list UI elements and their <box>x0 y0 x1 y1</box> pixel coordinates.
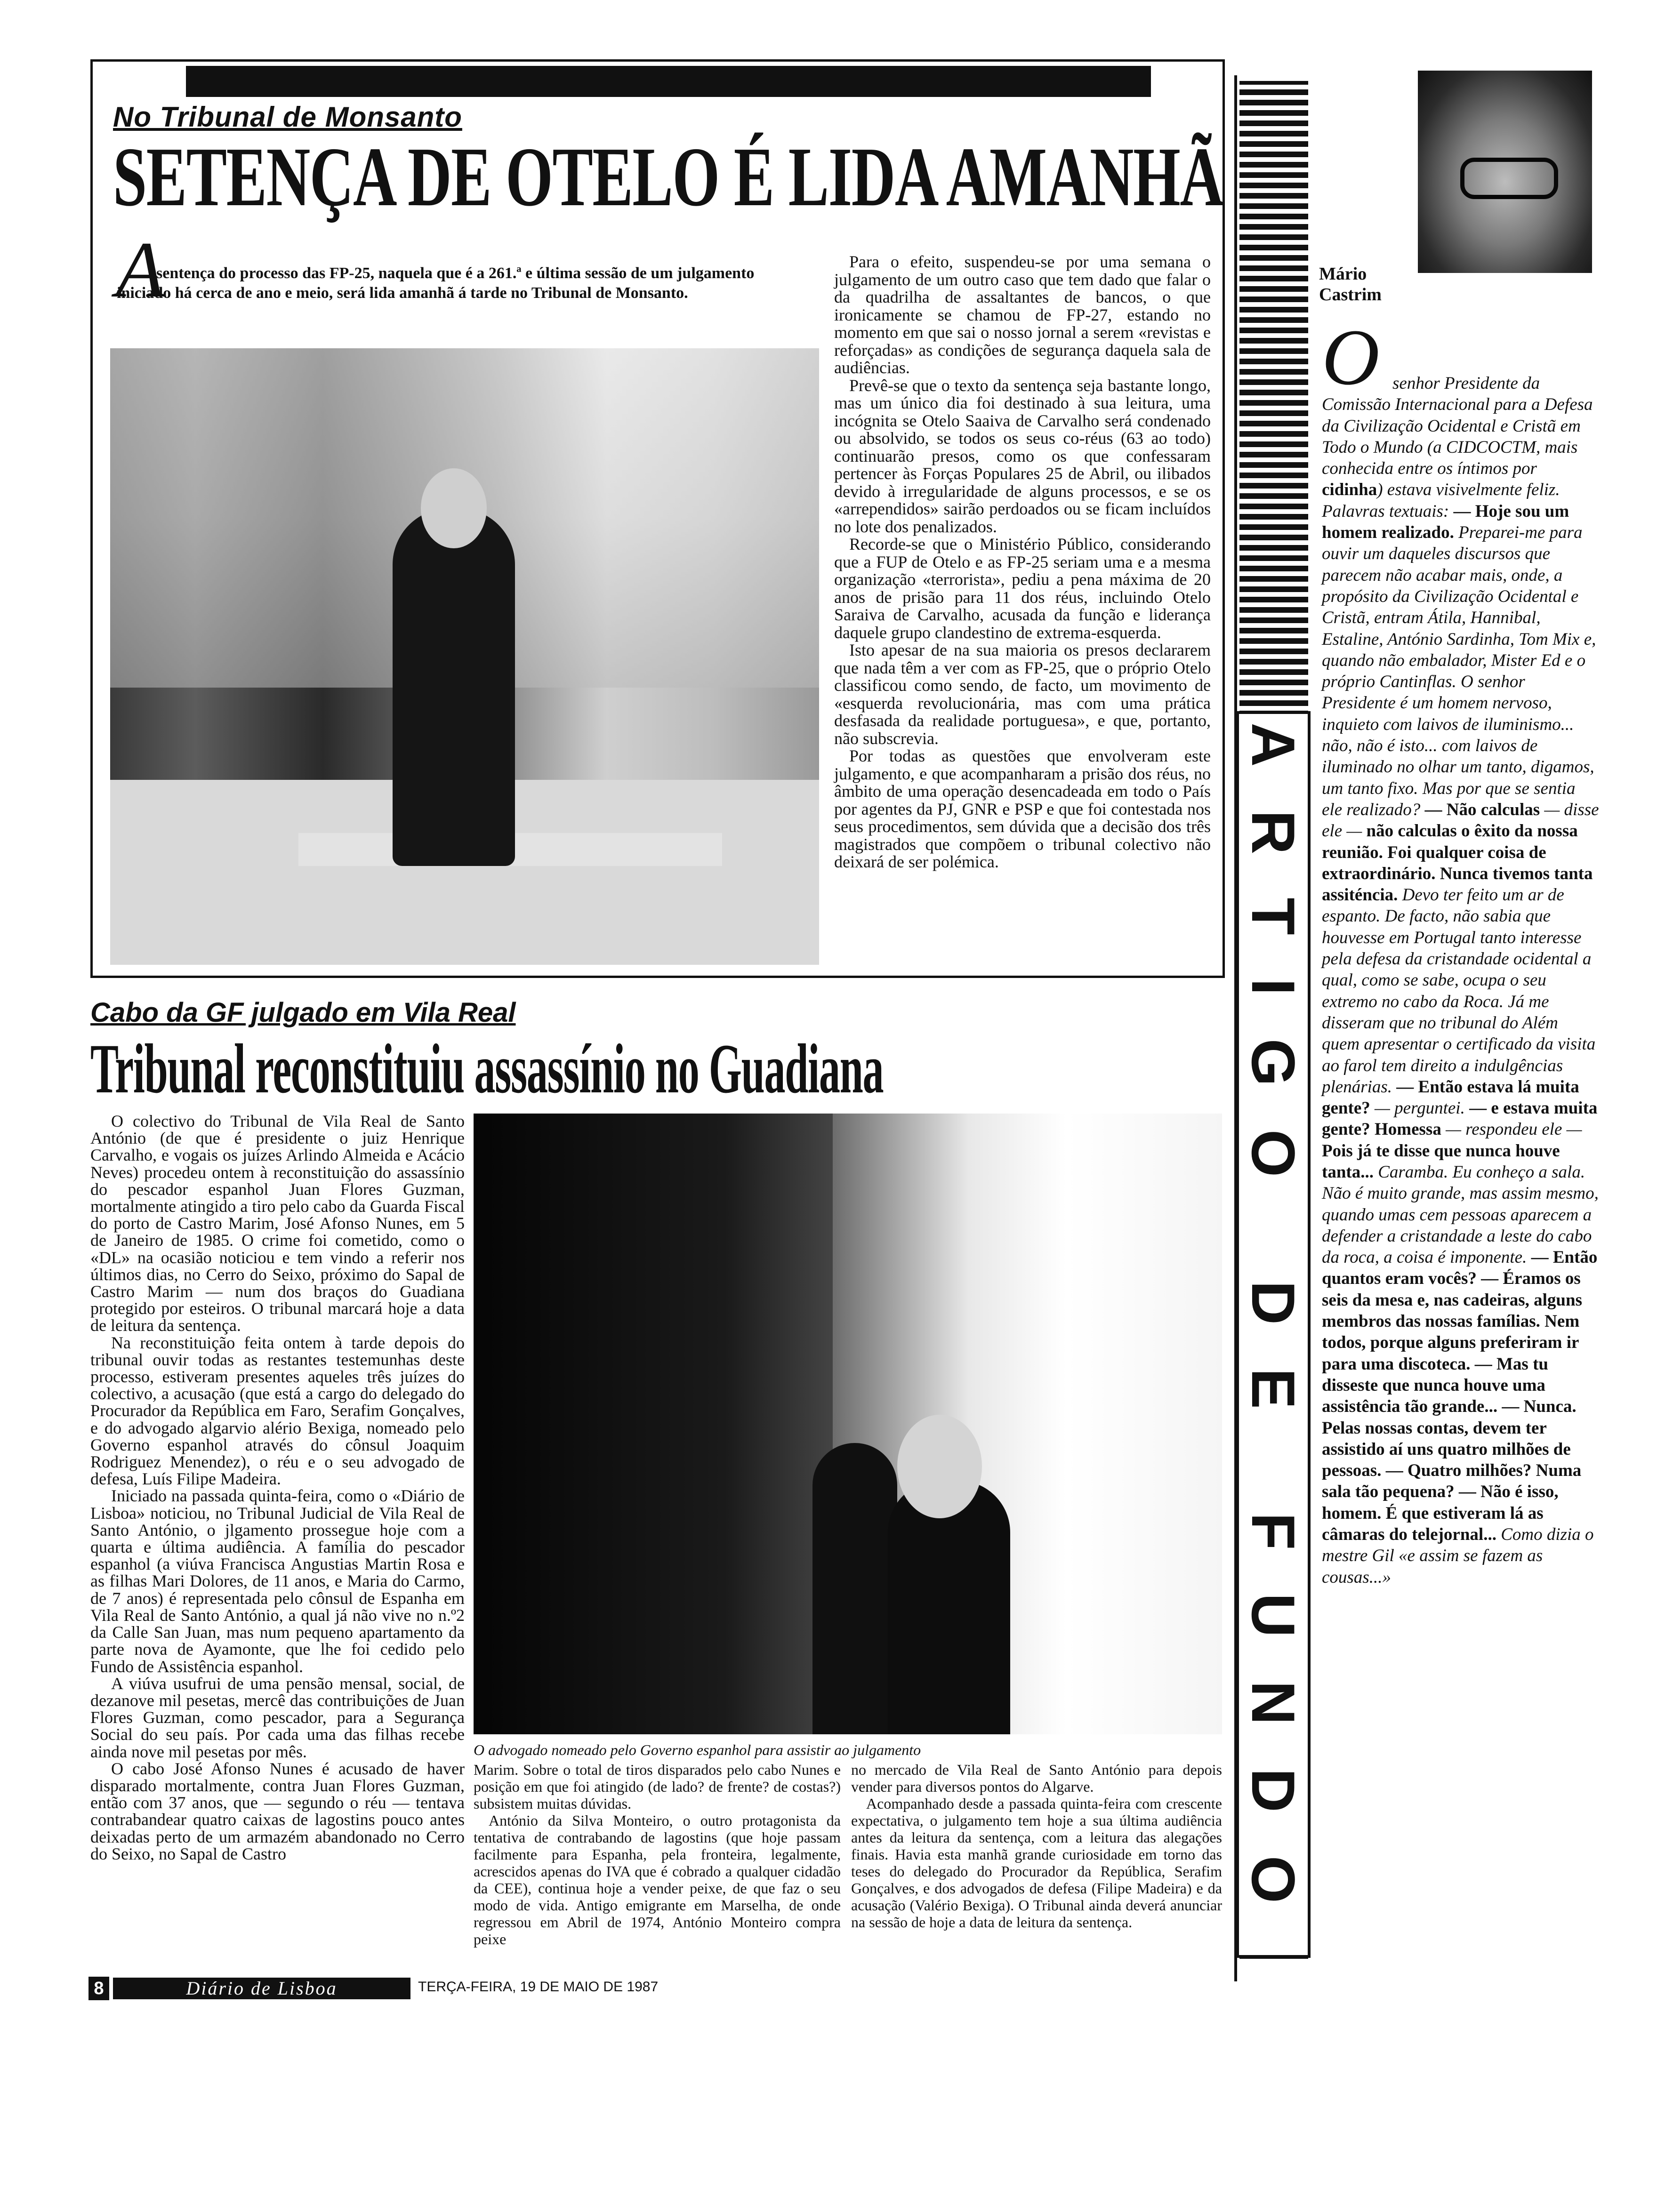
top-story-headline: SETENÇA DE OTELO É LIDA AMANHÃ <box>113 130 1223 224</box>
dateline: TERÇA-FEIRA, 19 DE MAIO DE 1987 <box>418 1979 659 1995</box>
column-text-run: — respondeu ele — <box>1441 1120 1582 1139</box>
second-story-paragraph: no mercado de Vila Real de Santo António para depois vender para diversos pontos do Algarve. <box>851 1761 1222 1795</box>
top-story-lead-text: sentença do processo das FP-25, naquela que é a 261.ª e última sessão de um julgamento iniciado há cerca de ano e meio, será lida amanhã á tarde no Tribunal de Monsanto. <box>117 264 755 302</box>
page-number: 8 <box>94 1979 104 1998</box>
column-text-run: — disse ele — <box>1322 800 1599 841</box>
column-text-run: cidinha <box>1322 480 1377 500</box>
second-story-column-1 <box>90 1113 465 1862</box>
column-text-run: — Não calculas <box>1424 800 1540 819</box>
second-story-column-3 <box>851 1761 1222 1931</box>
column-text-run: — Então estava lá muita gente? <box>1322 1077 1579 1118</box>
column-text-run: senhor Presidente da Comissão Internacional para a Defesa da Civilização Ocidental e Cristã em Todo o Mundo (a CIDCOCTM, mais conhecida entre os íntimos por <box>1322 374 1593 479</box>
top-story-paragraph: Recorde-se que o Ministério Público, considerando que a FUP de Otelo e as FP-25 seriam uma e a mesma organização «terrorista», pediu a pena máxima de 20 anos de prisão para 11 dos réus, incluindo Otelo Saraiva de Carvalho, acusada da função e liderança daquele grupo clandestino de extrema-esquerda. <box>834 535 1211 642</box>
top-story-paragraph: Por todas as questões que envolveram este julgamento, e que acompanharam a prisão dos réus, no âmbito de uma operação desencadeada em todo o País por agentes da PJ, GNR e PSP e que foi contestada nos seus procedimentos, sem dúvida que a decisão dos três magistrados que compõem o tribunal colectivo não deixará de ser polémica. <box>834 746 1211 871</box>
column-text-run: — Hoje sou um homem realizado. <box>1322 501 1569 543</box>
top-story-lead <box>117 264 776 303</box>
column-text-run: Caramba. Eu conheço a sala. Não é muito grande, mas assim mesmo, quando umas cem pessoas aparecem a defender a cristandade a leste do cabo da roca, a coisa é imponente. <box>1322 1162 1599 1267</box>
author-photo <box>1418 71 1592 273</box>
column-text-run: — perguntei. <box>1370 1098 1470 1118</box>
column-text-run: Pois já te disse que nunca houve tanta... <box>1322 1141 1560 1182</box>
second-story-paragraph: Iniciado na passada quinta-feira, como o «Diário de Lisboa» noticiou, no Tribunal Judicial de Vila Real de Santo António, o jlgamento prossegue hoje com a quarta e última audiência. A família do pescador espanhol (a viúva Francisca Angustias Martin Rosa e as filhas Mari Dolores, de 11 anos, e Maria do Carmo, de 7 anos) é representada pelo cônsul de Espanha em Vila Real de Santo António, a qual já não vive no n.º2 da Calle San Juan, mas num pequeno apartamento da parte nova de Ayamonte, que lhe foi cedido pelo Fundo de Assistência espanhol. <box>90 1486 465 1676</box>
second-story-paragraph: António da Silva Monteiro, o outro protagonista da tentativa de contrabando de lagostins (que hoje passam facilmente para Espanha, pela fronteira, legalmente, acrescidos apenas do IVA que é cobrado a qualquer cidadão da CEE), continua hoje a vender peixe, de que faz o seu modo de vida. Antigo emigrante em Marselha, de onde regressou em Abril de 1974, António Monteiro compra peixe <box>474 1812 841 1948</box>
column-text-run: — Então quantos eram vocês? — Éramos os seis da mesa e, nas cadeiras, alguns membros das nossas famílias. Nem todos, porque alguns preferiram ir para uma discoteca. — Mas tu disseste que nunca houve uma assistência tão grande... — Nunca. Pelas nossas contas, devem ter assistido aí uns quatro milhões de pessoas. — Quatro milhões? Numa sala tão pequena? — Não é isso, homem. É que estiveram lá as câmaras do telejornal... <box>1322 1248 1598 1545</box>
second-story-paragraph: O colectivo do Tribunal de Vila Real de Santo António (de que é presidente o juiz Henrique Carvalho, e vogais os juízes Arlindo Almeida e Acácio Neves) procedeu ontem à reconstituição do assassínio do pescador espanhol Juan Flores Guzman, mortalmente atingido a tiro pelo cabo da Guarda Fiscal do porto de Castro Marim, José Afonso Nunes, em 5 de Janeiro de 1985. O crime foi cometido, como o «DL» na ocasião noticiou e tem vindo a referir nos últimos dias, no Cerro do Seixo, próximo do Sapal de Castro Marim — num dos braços do Guadiana protegido por esteiros. O tribunal marcará hoje a data de leitura da sentença. <box>90 1112 465 1335</box>
author-name: Mário Castrim <box>1319 264 1382 305</box>
second-story-kicker: Cabo da GF julgado em Vila Real <box>90 997 516 1028</box>
second-story-paragraph: Marim. Sobre o total de tiros disparados pelo cabo Nunes e posição em que foi atingido (de lado? de frente? de costas?) subsistem muitas dúvidas. <box>474 1761 841 1812</box>
masthead-logo: Diário de Lisboa <box>186 1978 338 1999</box>
second-story-paragraph: Na reconstituição feita ontem à tarde depois do tribunal ouvir todas as restantes testemunhas deste processo, estiveram presentes aqueles três juízes do colectivo, a acusação (que está a cargo do delegado do Procurador da República em Faro, Serafim Gonçalves, e do advogado algarvio alério Bexiga, nomeado pelo Governo espanhol através do cônsul Joaquim Rodriguez Menendez), o réu e o seu advogado de defesa, Luís Filipe Madeira. <box>90 1333 465 1489</box>
top-story-body <box>834 253 1211 871</box>
second-story-headline: Tribunal reconstituiu assassínio no Guadiana <box>90 1030 884 1108</box>
column-text-run: — e estava muita gente? Homessa <box>1322 1098 1598 1139</box>
top-story-dropcap: A <box>116 225 165 314</box>
top-story-paragraph: Para o efeito, suspendeu-se por uma semana o julgamento de um outro caso que tem dado que falar o da quadrilha de assaltantes de bancos, o que ironicamente se chamou de FP-27, estando no momento em que sai o nosso jornal a serem «revistas e reforçadas» as condições de segurança daquela sala de audiências. <box>834 252 1211 377</box>
second-story-column-2 <box>474 1761 841 1948</box>
lawyer-photo <box>474 1114 1222 1734</box>
second-story-paragraph: A viúva usufrui de uma pensão mensal, social, de dezanove mil pesetas, mercê das contribuições de Juan Flores Guzman, como pescador, para a Segurança Social do seu país. Por cada uma das filhas recebe ainda nove mil pesetas por mês. <box>90 1674 465 1761</box>
second-story-paragraph: O cabo José Afonso Nunes é acusado de haver disparado mortalmente, contra Juan Flores Guzman, então com 37 anos, que — segundo o réu — tentava contrabandear quatro caixas de lagostins pouco antes deixadas perto de um armazém abandonado no Cerro do Seixo, no Sapal de Castro <box>90 1759 465 1863</box>
column-text-run: Como dizia o mestre Gil «e assim se fazem as cousas...» <box>1322 1525 1594 1587</box>
section-label-text: ARTIGO DE FUNDO <box>1236 711 1311 1958</box>
column-text-run: ) estava visivelmente feliz. Palavras textuais: <box>1322 480 1560 521</box>
top-story-kicker: No Tribunal de Monsanto <box>113 101 462 133</box>
column-text-run: Preparei-me para ouvir um daqueles discursos que parecem não acabar mais, onde, a propósito da Civilização Ocidental e Cristã, entram Átila, Hannibal, Estaline, António Sardinha, Tom Mix e, quando não embalador, Mister Ed e o próprio Cantinflas. O senhor Presidente é um homem nervoso, inquieto com laivos de iluminismo... não, não é isto... com laivos de iluminado no olhar um tanto, digamos, um tanto fixo. Mas por que se sentia ele realizado? <box>1322 523 1596 819</box>
otelo-courtroom-photo <box>110 348 819 965</box>
lawyer-photo-caption: O advogado nomeado pelo Governo espanhol para assistir ao julgamento <box>474 1741 921 1758</box>
top-story-black-bar <box>186 66 1151 97</box>
top-story-paragraph: Prevê-se que o texto da sentença seja bastante longo, mas um único dia foi destinado à sua leitura, uma incógnita se Otelo Saaiva de Carvalho será condenado ou absolvido, se todos os seus co-réus (63 ao todo) continuarão presos, como os que confessaram pertencer às Forças Populares 25 de Abril, ou ilibados devido à irregularidade de alguns processos, e se os «arrependidos» sairão perdoados ou se ficam incluídos no lote dos penalizados. <box>834 376 1211 536</box>
second-story-paragraph: Acompanhado desde a passada quinta-feira com crescente expectativa, o julgamento tem hoje a sua última audiência antes da leitura da sentença, com a leitura das alegações finais. Havia esta manhã grande curiosidade em torno das teses do delegado do Procurador da República, Serafim Gonçalves, e dos advogados de defesa (Filipe Madeira) e da acusação (Valério Bexiga). O Tribunal ainda deverá anunciar na sessão de hoje a data de leitura da sentença. <box>851 1795 1222 1931</box>
column-body <box>1322 373 1600 1588</box>
column-text-run: não calculas o êxito da nossa reunião. Foi qualquer coisa de extraordinário. Nunca tivemos tanta assiténcia. <box>1322 821 1593 905</box>
top-story-paragraph: Isto apesar de na sua maioria os presos declararem que nada têm a ver com as FP-25, que o próprio Otelo classificou como sendo, de facto, um movimento de «esquerda revolucionária, mas com uma prática desfasada da realidade portuguesa», e que, portanto, não subscrevia. <box>834 641 1211 748</box>
column-text-run: Devo ter feito um ar de espanto. De facto, não sabia que houvesse em Portugal tanto interesse pela defesa da cristandade ocidental a qual, como se sabe, ocupa o seu extremo no cabo da Roca. Já me disseram que no tribunal do Além quem apresentar o certificado da visita ao farol tem direito a indulgências plenárias. <box>1322 885 1596 1097</box>
column-dropcap: O <box>1322 313 1380 401</box>
section-label <box>1239 80 1308 1958</box>
